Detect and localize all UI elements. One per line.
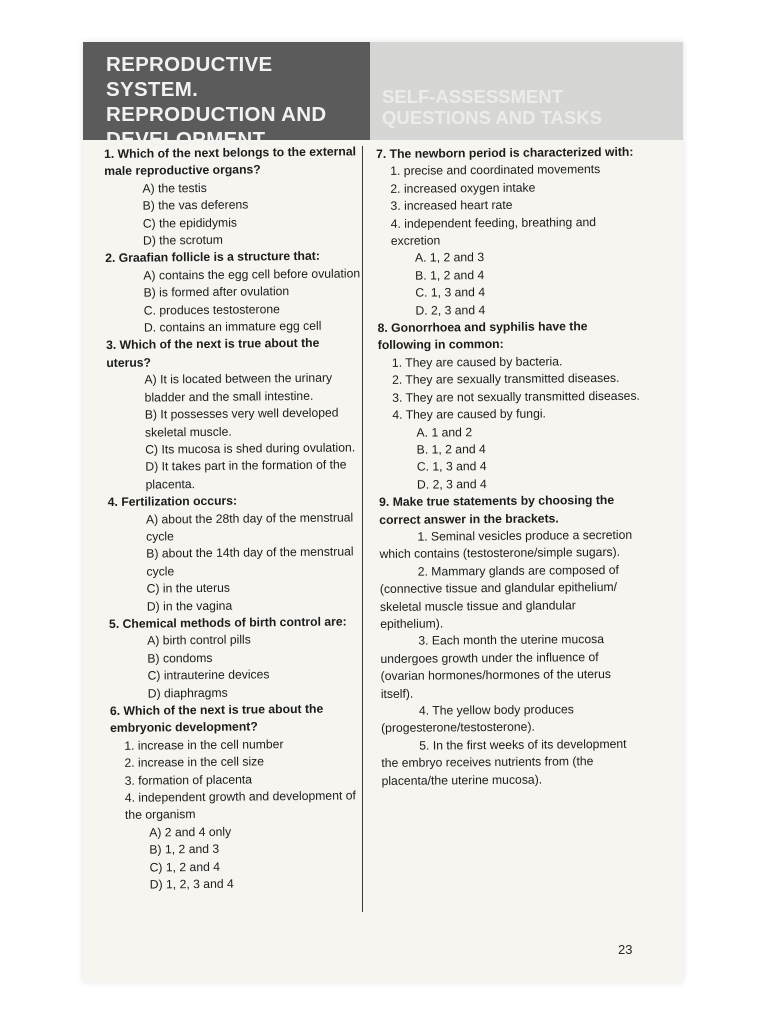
question-5-option-a: A) birth control pills	[147, 632, 251, 648]
question-5-option-c: C) intrauterine devices	[147, 667, 270, 683]
question-7-option-d: D. 2, 3 and 4	[415, 302, 486, 318]
question-1-option-c: C) the epididymis	[142, 215, 238, 231]
question-6-statement-1: 1. increase in the cell number	[124, 736, 284, 753]
question-6-statement-3: 3. formation of placenta	[124, 772, 253, 788]
question-8-option-a: A. 1 and 2	[416, 424, 473, 440]
question-3-option-c: C) Its mucosa is shed during ovulation.	[145, 440, 356, 457]
question-3-option-d: D) It takes part in the formation of the placenta.	[145, 457, 347, 492]
question-6-option-a: A) 2 and 4 only	[149, 824, 232, 840]
question-8-option-b: B. 1, 2 and 4	[416, 441, 486, 457]
question-7-statement-3: 3. increased heart rate	[390, 198, 513, 214]
question-9-statement-2: 2. Mammary glands are composed of (connective tissue and glandular epithelium/ skeletal muscle tissue and glandular epithelium).	[379, 562, 619, 631]
page-number: 23	[618, 942, 633, 957]
question-4-option-d: D) in the vagina	[146, 598, 233, 614]
question-7-statement-1: 1. precise and coordinated movements	[390, 162, 601, 179]
question-7: 7. The newborn period is characterized with:	[376, 144, 634, 161]
question-9-statement-4: 4. The yellow body produces (progesterone/testosterone).	[381, 702, 574, 736]
question-8-statement-4: 4. They are caused by fungi.	[392, 406, 546, 422]
question-9-statement-1: 1. Seminal vesicles produce a secretion which contains (testosterone/simple sugars).	[379, 527, 633, 562]
question-2-option-a: A) contains the egg cell before ovulation	[143, 266, 361, 283]
section-subtitle: SELF-ASSESSMENT QUESTIONS AND TASKS	[382, 86, 602, 128]
question-9-statement-3: 3. Each month the uterine mucosa undergoes growth under the influence of (ovarian hormones/hormones of the uterus itself).	[380, 632, 612, 701]
question-8: 8. Gonorrhoea and syphilis have the following in common:	[377, 319, 588, 353]
question-3-option-a: A) It is located between the urinary bladder and the small intestine.	[144, 370, 333, 405]
question-6: 6. Which of the next is true about the embryonic development?	[109, 701, 324, 736]
question-4-option-c: C) in the uterus	[146, 580, 231, 596]
question-4-option-a: A) about the 28th day of the menstrual cycle	[145, 509, 354, 544]
question-7-option-a: A. 1, 2 and 3	[414, 250, 485, 266]
question-1: 1. Which of the next belongs to the external male reproductive organs?	[104, 144, 357, 179]
question-6-option-d: D) 1, 2, 3 and 4	[149, 876, 234, 892]
question-8-option-d: D. 2, 3 and 4	[416, 476, 487, 492]
question-8-option-c: C. 1, 3 and 4	[416, 459, 487, 474]
question-7-statement-4: 4. independent feeding, breathing and excretion	[390, 214, 597, 248]
question-1-option-b: B) the vas deferens	[142, 197, 249, 213]
question-8-statement-2: 2. They are sexually transmitted diseases.	[391, 371, 620, 388]
question-8-statement-3: 3. They are not sexually transmitted diseases.	[392, 388, 640, 405]
chapter-title: REPRODUCTIVE SYSTEM. REPRODUCTION AND DEVELOPMENT	[106, 53, 327, 151]
question-9-statement-5: 5. In the first weeks of its development the embryo receives nutrients from (the placenta/the uterine mucosa).	[381, 736, 627, 788]
question-6-statement-4: 4. independent growth and development of the organism	[124, 788, 356, 823]
question-3: 3. Which of the next is true about the uterus?	[106, 336, 320, 370]
question-2: 2. Graafian follicle is a structure that:	[105, 249, 320, 266]
question-7-statement-2: 2. increased oxygen intake	[390, 180, 536, 196]
question-5-option-d: D) diaphragms	[147, 685, 228, 701]
question-2-option-b: B) is formed after ovulation	[143, 284, 290, 300]
question-6-option-b: B) 1, 2 and 3	[149, 842, 220, 857]
question-5: 5. Chemical methods of birth control are:	[108, 614, 347, 631]
question-1-option-a: A) the testis	[142, 180, 207, 196]
question-6-statement-2: 2. increase in the cell size	[124, 754, 265, 771]
question-7-option-b: B. 1, 2 and 4	[415, 267, 485, 283]
left-column	[104, 143, 368, 894]
question-3-option-b: B) It possesses very well developed skeletal muscle.	[144, 405, 339, 440]
question-4: 4. Fertilization occurs:	[107, 493, 238, 510]
question-6-option-c: C) 1, 2 and 4	[149, 859, 221, 875]
question-2-option-d: D. contains an immature egg cell	[143, 318, 322, 335]
question-2-option-c: C. produces testosterone	[143, 301, 280, 318]
question-7-option-c: C. 1, 3 and 4	[415, 285, 486, 300]
question-9: 9. Make true statements by choosing the correct answer in the brackets.	[379, 493, 615, 527]
question-8-statement-1: 1. They are caused by bacteria.	[391, 354, 563, 370]
question-4-option-b: B) about the 14th day of the menstrual cycle	[146, 544, 354, 579]
right-column	[376, 144, 644, 790]
question-1-option-d: D) the scrotum	[142, 232, 223, 248]
question-5-option-b: B) condoms	[147, 650, 213, 666]
